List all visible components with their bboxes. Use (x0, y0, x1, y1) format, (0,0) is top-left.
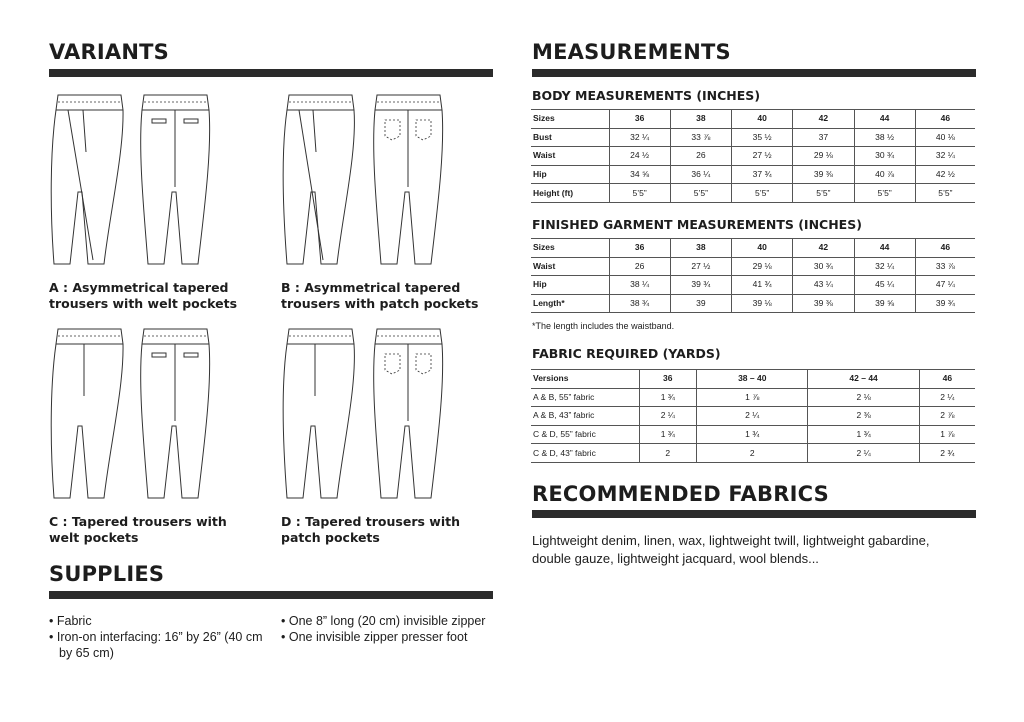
table-cell: 2 ⅜ (808, 407, 919, 426)
variant-b-caption: B : Asymmetrical tapered trousers with patch pockets (281, 280, 479, 311)
table-cell: Hip (531, 276, 609, 295)
table-cell: 2 ¼ (639, 407, 697, 426)
table-cell: Bust (531, 128, 609, 147)
table-cell: 26 (670, 147, 731, 166)
table-cell: 44 (854, 239, 915, 258)
table-row (531, 444, 975, 463)
table-cell: 24 ½ (609, 147, 670, 166)
table-cell: 38 ¾ (609, 294, 670, 313)
table-cell: 5’5” (854, 184, 915, 203)
table-cell: 38 ½ (854, 128, 915, 147)
table-cell: 32 ¼ (915, 147, 975, 166)
table-row (531, 425, 975, 444)
table-row (531, 388, 975, 407)
table-cell: 47 ¼ (915, 276, 975, 295)
measurements-heading: MEASUREMENTS (532, 40, 731, 64)
table-cell: 26 (609, 257, 670, 276)
table-cell: 39 ¾ (915, 294, 975, 313)
table-cell: 27 ½ (670, 257, 731, 276)
supply-item: • Iron-on interfacing: 16” by 26” (40 cm by 65 cm) (49, 630, 263, 660)
supply-item: • One invisible zipper presser foot (281, 630, 468, 644)
table-row (531, 276, 975, 295)
body-measurements-title: BODY MEASUREMENTS (INCHES) (532, 88, 761, 103)
table-cell: 42 (793, 239, 854, 258)
table-cell: 46 (919, 370, 975, 389)
table-cell: 40 (732, 110, 793, 129)
variants-heading: VARIANTS (49, 40, 169, 64)
table-cell: A & B, 55” fabric (531, 388, 639, 407)
variant-c-caption: C : Tapered trousers with welt pockets (49, 514, 227, 545)
table-cell: 38 (670, 110, 731, 129)
supply-item: • One 8” long (20 cm) invisible zipper (281, 614, 486, 628)
table-cell: 39 ⅜ (793, 165, 854, 184)
table-cell: Height (ft) (531, 184, 609, 203)
table-cell: 2 ¾ (919, 444, 975, 463)
table-cell: 27 ½ (732, 147, 793, 166)
table-cell: C & D, 55” fabric (531, 425, 639, 444)
table-cell: 1 ¾ (697, 425, 808, 444)
table-cell: 5’5” (793, 184, 854, 203)
recommended-fabrics-text: Lightweight denim, linen, wax, lightweight twill, lightweight gabardine, double gauze, lightweight jacquard, wool blends... (532, 533, 930, 566)
table-cell: 46 (915, 239, 975, 258)
table-cell: 46 (915, 110, 975, 129)
table-cell: 2 ¼ (808, 444, 919, 463)
table-cell: 2 ¼ (697, 407, 808, 426)
table-cell: 36 (639, 370, 697, 389)
table-row (531, 128, 975, 147)
supplies-list-2 (281, 613, 501, 645)
table-row (531, 257, 975, 276)
table-cell: 42 – 44 (808, 370, 919, 389)
table-cell: 42 (793, 110, 854, 129)
table-cell: 5’5” (670, 184, 731, 203)
table-cell: 32 ¼ (854, 257, 915, 276)
table-cell: 42 ½ (915, 165, 975, 184)
table-cell: 41 ¾ (732, 276, 793, 295)
variants-rule (49, 69, 493, 77)
table-row (531, 407, 975, 426)
measurements-rule (532, 69, 976, 77)
variant-d-caption: D : Tapered trousers with patch pockets (281, 514, 461, 545)
table-cell: 32 ¼ (609, 128, 670, 147)
finished-measurements-title: FINISHED GARMENT MEASUREMENTS (INCHES) (532, 217, 862, 232)
table-cell: 2 ⅛ (808, 388, 919, 407)
table-cell: Sizes (531, 239, 609, 258)
table-cell: 2 (697, 444, 808, 463)
fabric-required-title: FABRIC REQUIRED (YARDS) (532, 346, 721, 361)
table-row (531, 147, 975, 166)
table-cell: 5’5” (609, 184, 670, 203)
table-cell: 40 ⅞ (854, 165, 915, 184)
table-cell: Versions (531, 370, 639, 389)
table-cell: 36 ¼ (670, 165, 731, 184)
table-cell: 36 (609, 110, 670, 129)
table-cell: 37 ¾ (732, 165, 793, 184)
variant-a-caption: A : Asymmetrical tapered trousers with welt pockets (49, 280, 238, 311)
table-cell: 30 ¾ (854, 147, 915, 166)
finished-measurements-table (531, 238, 975, 313)
table-cell: 38 ¼ (609, 276, 670, 295)
table-cell: 38 (670, 239, 731, 258)
supplies-rule (49, 591, 493, 599)
table-row (531, 184, 975, 203)
length-footnote: *The length includes the waistband. (532, 321, 675, 331)
table-row (531, 294, 975, 313)
table-cell: 1 ⅞ (697, 388, 808, 407)
table-cell: A & B, 43” fabric (531, 407, 639, 426)
table-cell: 2 ⅞ (919, 407, 975, 426)
variant-d-illustration (281, 326, 451, 504)
table-cell: 37 (793, 128, 854, 147)
table-cell: 33 ⅞ (670, 128, 731, 147)
table-cell: 30 ¾ (793, 257, 854, 276)
fabric-required-table (531, 369, 975, 463)
table-cell: 40 (732, 239, 793, 258)
body-measurements-table (531, 109, 975, 203)
table-cell: 39 ⅜ (793, 294, 854, 313)
table-cell: 1 ¾ (639, 388, 697, 407)
table-cell: 35 ½ (732, 128, 793, 147)
table-cell: Waist (531, 257, 609, 276)
table-cell: 44 (854, 110, 915, 129)
table-cell: Length* (531, 294, 609, 313)
table-cell: 33 ⅞ (915, 257, 975, 276)
table-cell: Hip (531, 165, 609, 184)
table-cell: 39 ⅝ (854, 294, 915, 313)
table-cell: 34 ⅝ (609, 165, 670, 184)
table-cell: 29 ⅛ (732, 257, 793, 276)
variant-b-illustration (281, 92, 451, 270)
table-cell: 38 – 40 (697, 370, 808, 389)
table-row (531, 165, 975, 184)
recommended-heading: RECOMMENDED FABRICS (532, 482, 829, 506)
table-cell: 5’5” (732, 184, 793, 203)
table-cell: 2 ¼ (919, 388, 975, 407)
table-header-row (531, 239, 975, 258)
recommended-rule (532, 510, 976, 518)
table-header-row (531, 370, 975, 389)
table-cell: 39 ⅛ (732, 294, 793, 313)
table-cell: Sizes (531, 110, 609, 129)
table-cell: 1 ⅞ (919, 425, 975, 444)
table-cell: 1 ¾ (639, 425, 697, 444)
table-cell: 1 ¾ (808, 425, 919, 444)
table-cell: 39 ¾ (670, 276, 731, 295)
table-cell: 40 ⅛ (915, 128, 975, 147)
table-header-row (531, 110, 975, 129)
table-cell: 45 ¼ (854, 276, 915, 295)
table-cell: 29 ⅛ (793, 147, 854, 166)
table-cell: 43 ¼ (793, 276, 854, 295)
variant-a-illustration (48, 92, 218, 270)
variant-c-illustration (48, 326, 218, 504)
table-cell: 36 (609, 239, 670, 258)
table-cell: C & D, 43” fabric (531, 444, 639, 463)
supplies-list-1 (49, 613, 264, 661)
supply-item: • Fabric (49, 614, 92, 628)
table-cell: 2 (639, 444, 697, 463)
supplies-heading: SUPPLIES (49, 562, 165, 586)
table-cell: 39 (670, 294, 731, 313)
table-cell: 5’5” (915, 184, 975, 203)
table-cell: Waist (531, 147, 609, 166)
